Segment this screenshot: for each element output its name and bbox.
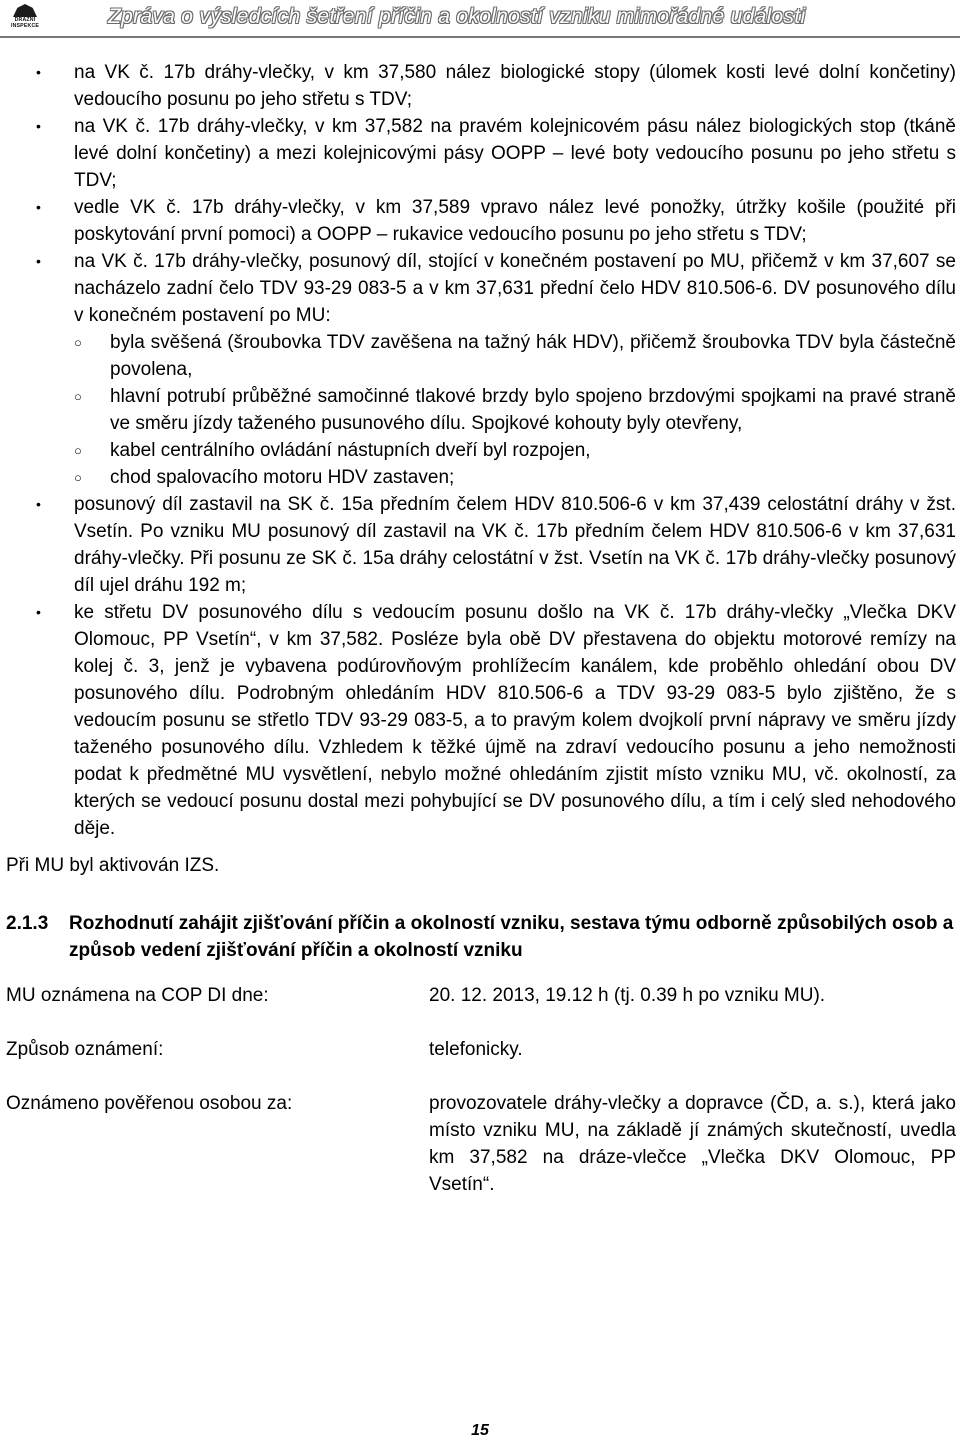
info-label: MU oznámena na COP DI dne: (6, 985, 269, 1006)
section-title: Rozhodnutí zahájit zjišťování příčin a okolností vzniku, sestava týmu odborně způsobilých osob a způsob vedení zjišťování příčin a okolností vzniku (69, 913, 954, 961)
logo-emblem-icon (13, 4, 37, 17)
table-row (6, 982, 956, 1036)
page-header (0, 0, 960, 38)
logo-text: DRÁŽNÍ INSPEKCE (10, 17, 40, 29)
izs-activation-sentence: Při MU byl aktivován IZS. (6, 855, 220, 876)
list-item: • vedle VK č. 17b dráhy-vlečky, v km 37,589 vpravo nález levé ponožky, útržky košile (použité při poskytování první pomoci) a OOPP – rukavice vedoucího posunu po jeho střetu s TDV; (6, 194, 956, 248)
info-value: telefonicky. (429, 1039, 523, 1060)
drazni-inspekce-logo (4, 3, 46, 35)
list-item: • ke střetu DV posunového dílu s vedoucím posunu došlo na VK č. 17b dráhy-vlečky „Vlečka DKV Olomouc, PP Vsetín“, v km 37,582. Posléze byla obě DV přestavena do objektu motorové remízy na kolej č. 3, jenž je vybavena podúrovňovým prohlížecím kanálem, kde proběhlo ohledání obou DV posunového dílu. Podrobným ohledáním HDV 810.506-6 a TDV 93-29 083-5 bylo zjištěno, že s vedoucím posunu se střetlo TDV 93-29 083-5, a to pravým kolem dvojkolí první nápravy ve směru jízdy taženého posunového dílu. Vzhledem k těžké újmě na zdraví vedoucího posunu a jeho nemožnosti podat k předmětné MU vysvětlení, nebylo možné ohledáním zjistit místo vzniku MU, vč. okolností, za kterých se vedoucí posunu dostal mezi pohybující se DV posunového dílu, a tím i celý sled nehodového děje. (6, 599, 956, 842)
sub-list-item: ○ byla svěšená (šroubovka TDV zavěšena na tažný hák HDV), přičemž šroubovka TDV byla částečně povolena, (6, 329, 956, 383)
list-item: • na VK č. 17b dráhy-vlečky, v km 37,580 nález biologické stopy (úlomek kosti levé dolní končetiny) vedoucího posunu po jeho střetu s TDV; (6, 59, 956, 113)
document-body (6, 59, 956, 1198)
findings-list (6, 59, 956, 842)
notification-info-table (6, 982, 956, 1198)
section-number: 2.1.3 (6, 913, 49, 934)
page-number: 15 (471, 1422, 489, 1439)
list-item-text: na VK č. 17b dráhy-vlečky, posunový díl, stojící v konečném postavení po MU, přičemž v km 37,607 se nacházelo zadní čelo TDV 93-29 083-5 a v km 37,631 přední čelo HDV 810.506-6. DV posunového dílu v konečném postavení po MU: (74, 251, 956, 326)
list-item (6, 248, 956, 491)
sub-list-item: ○ hlavní potrubí průběžné samočinné tlakové brzdy bylo spojeno brzdovými spojkami na pravé straně ve směru jízdy taženého pusunového dílu. Spojkové kohouty byly otevřeny, (6, 383, 956, 437)
sub-list-item: ○ chod spalovacího motoru HDV zastaven; (6, 464, 956, 491)
header-divider (0, 36, 960, 38)
list-item: • posunový díl zastavil na SK č. 15a předním čelem HDV 810.506-6 v km 37,439 celostátní dráhy v žst. Vsetín. Po vzniku MU posunový díl zastavil na VK č. 17b předním čelem HDV 810.506-6 v km 37,631 dráhy-vlečky. Při posunu ze SK č. 15a dráhy celostátní v žst. Vsetín na VK č. 17b dráhy-vlečky posunový díl ujel dráhu 192 m; (6, 491, 956, 599)
section-heading (6, 910, 956, 964)
vehicle-state-sublist (6, 329, 956, 491)
info-value: provozovatele dráhy-vlečky a dopravce (ČD, a. s.), která jako místo vzniku MU, na základě jí známých skutečností, uvedla km 37,582 na dráze-vlečce „Vlečka DKV Olomouc, PP Vsetín“. (429, 1093, 956, 1195)
info-value: 20. 12. 2013, 19.12 h (tj. 0.39 h po vzniku MU). (429, 985, 826, 1006)
info-label: Oznámeno pověřenou osobou za: (6, 1093, 293, 1114)
info-label: Způsob oznámení: (6, 1039, 164, 1060)
sub-list-item: ○ kabel centrálního ovládání nástupních dveří byl rozpojen, (6, 437, 956, 464)
header-title: Zpráva o výsledcích šetření příčin a okolností vzniku mimořádné události (108, 5, 806, 28)
table-row (6, 1090, 956, 1198)
table-row (6, 1036, 956, 1090)
list-item: • na VK č. 17b dráhy-vlečky, v km 37,582 na pravém kolejnicovém pásu nález biologických stop (tkáně levé dolní končetiny) a mezi kolejnicovými pásy OOPP – levé boty vedoucího posunu po jeho střetu s TDV; (6, 113, 956, 194)
